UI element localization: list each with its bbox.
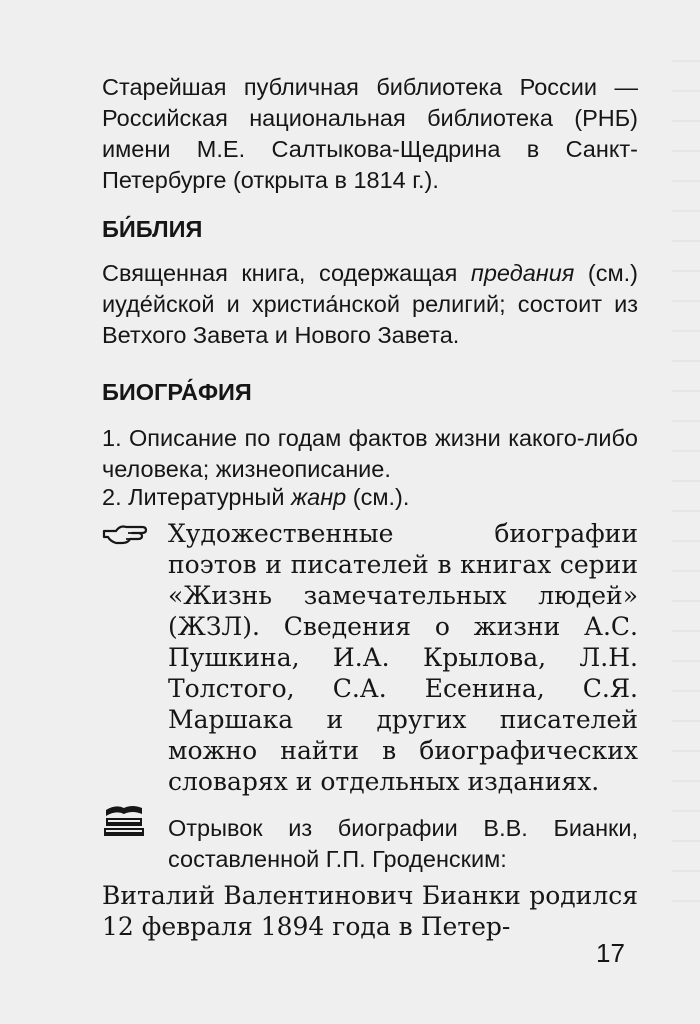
biblia-text-start: Священная книга, содержащая bbox=[102, 260, 471, 286]
biografia-item-2-start: 2. Литературный bbox=[102, 484, 291, 510]
page-edge-bleed bbox=[672, 60, 700, 920]
biblia-definition bbox=[102, 258, 638, 351]
excerpt-text: Виталий Валентинович Бианки родился 12 февраля 1894 года в Петер- bbox=[102, 881, 638, 941]
intro-text: Старейшая публичная библиотека России — Российская национальная библиотека (РНБ) имени М.Е. Салтыкова-Щедрина в Санкт-Петербурге (открыта в 1814 г.). bbox=[102, 74, 638, 193]
intro-paragraph bbox=[102, 72, 638, 196]
books-stack-icon bbox=[102, 802, 146, 843]
biography-note-text: Художественные биографии поэтов и писателей в книгах серии «Жизнь замечательных людей» (ЖЗЛ). Сведения о жизни А.С. Пушкина, И.А. Крылова, Л.Н. Толстого, С.А. Есенина, С.Я. Маршака и других писателей можно найти в биографических словарях и отдельных изданиях. bbox=[168, 519, 638, 796]
excerpt-intro: Отрывок из биографии В.В. Бианки, составленной Г.П. Гроденским: bbox=[168, 815, 638, 872]
biblia-heading: БИ́БЛИЯ bbox=[102, 216, 203, 242]
pointing-hand-icon bbox=[102, 521, 148, 550]
biografia-item-2-end: (см.). bbox=[346, 484, 410, 510]
page-number: 17 bbox=[596, 938, 625, 968]
biblia-text-end: (см.) иуде́йской и христиа́нской религий; состоит из Ветхого Завета и Нового Завета. bbox=[102, 260, 638, 348]
biblia-link-predania: предания bbox=[470, 260, 575, 286]
biografia-heading: БИОГРА́ФИЯ bbox=[102, 379, 252, 405]
biografia-item-1: 1. Описание по годам фактов жизни какого-либо человека; жизнеописание. bbox=[102, 425, 638, 482]
biografia-item-2 bbox=[102, 482, 638, 513]
biografia-link-zhanr: жанр bbox=[290, 484, 347, 510]
